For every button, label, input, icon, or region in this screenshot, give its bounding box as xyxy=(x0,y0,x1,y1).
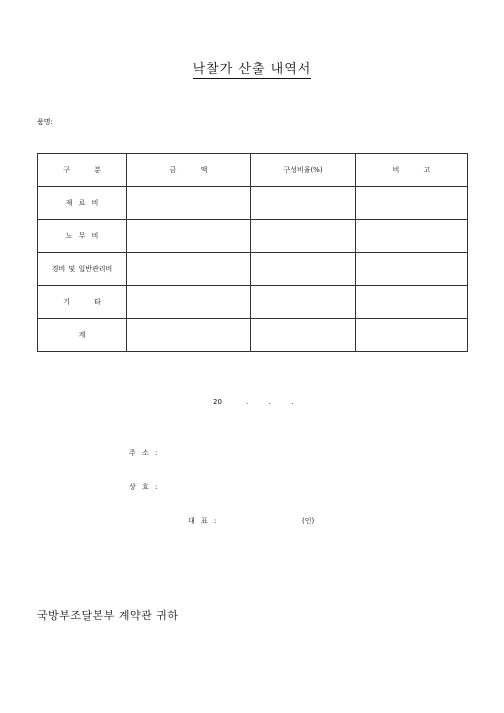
item-name-label: 품명: xyxy=(37,118,53,126)
row-ratio-cell xyxy=(251,253,356,286)
date-line xyxy=(213,398,293,406)
row-amount-cell xyxy=(127,253,251,286)
row-amount-cell xyxy=(127,187,251,220)
header-amount: 금 액 xyxy=(127,154,251,187)
row-category: 계 xyxy=(38,319,127,352)
representative-label: 대 표 : xyxy=(188,517,217,525)
row-amount-cell xyxy=(127,319,251,352)
row-category: 경비 및 일반관리비 xyxy=(38,253,127,286)
row-category: 노 무 비 xyxy=(38,220,127,253)
row-note-cell xyxy=(356,286,468,319)
seal-mark: (인) xyxy=(302,517,315,525)
row-ratio-cell xyxy=(251,286,356,319)
header-note: 비 고 xyxy=(356,154,468,187)
table-row xyxy=(38,253,468,286)
row-note-cell xyxy=(356,253,468,286)
table-row-total xyxy=(38,319,468,352)
table-row xyxy=(38,220,468,253)
date-year-prefix: 20 xyxy=(213,398,222,406)
header-ratio: 구성비율(%) xyxy=(251,154,356,187)
row-amount-cell xyxy=(127,220,251,253)
price-breakdown-table xyxy=(37,153,468,352)
company-label: 상 호 : xyxy=(129,483,158,491)
row-category: 재 료 비 xyxy=(38,187,127,220)
row-ratio-cell xyxy=(251,220,356,253)
row-note-cell xyxy=(356,319,468,352)
row-category: 기 타 xyxy=(38,286,127,319)
row-ratio-cell xyxy=(251,187,356,220)
row-ratio-cell xyxy=(251,319,356,352)
addressee-line: 국방부조달본부 계약관 귀하 xyxy=(37,609,179,622)
table-row xyxy=(38,286,468,319)
date-dot-month: . xyxy=(268,398,271,406)
row-amount-cell xyxy=(127,286,251,319)
date-dot-day: . xyxy=(291,398,294,406)
document-title-text: 낙찰가 산출 내역서 xyxy=(192,62,312,77)
table-header-row xyxy=(38,154,468,187)
row-note-cell xyxy=(356,220,468,253)
document-title xyxy=(0,58,504,77)
address-label: 주 소 : xyxy=(129,449,158,457)
table-row xyxy=(38,187,468,220)
row-note-cell xyxy=(356,187,468,220)
date-dot-year: . xyxy=(246,398,249,406)
header-category: 구 분 xyxy=(38,154,127,187)
